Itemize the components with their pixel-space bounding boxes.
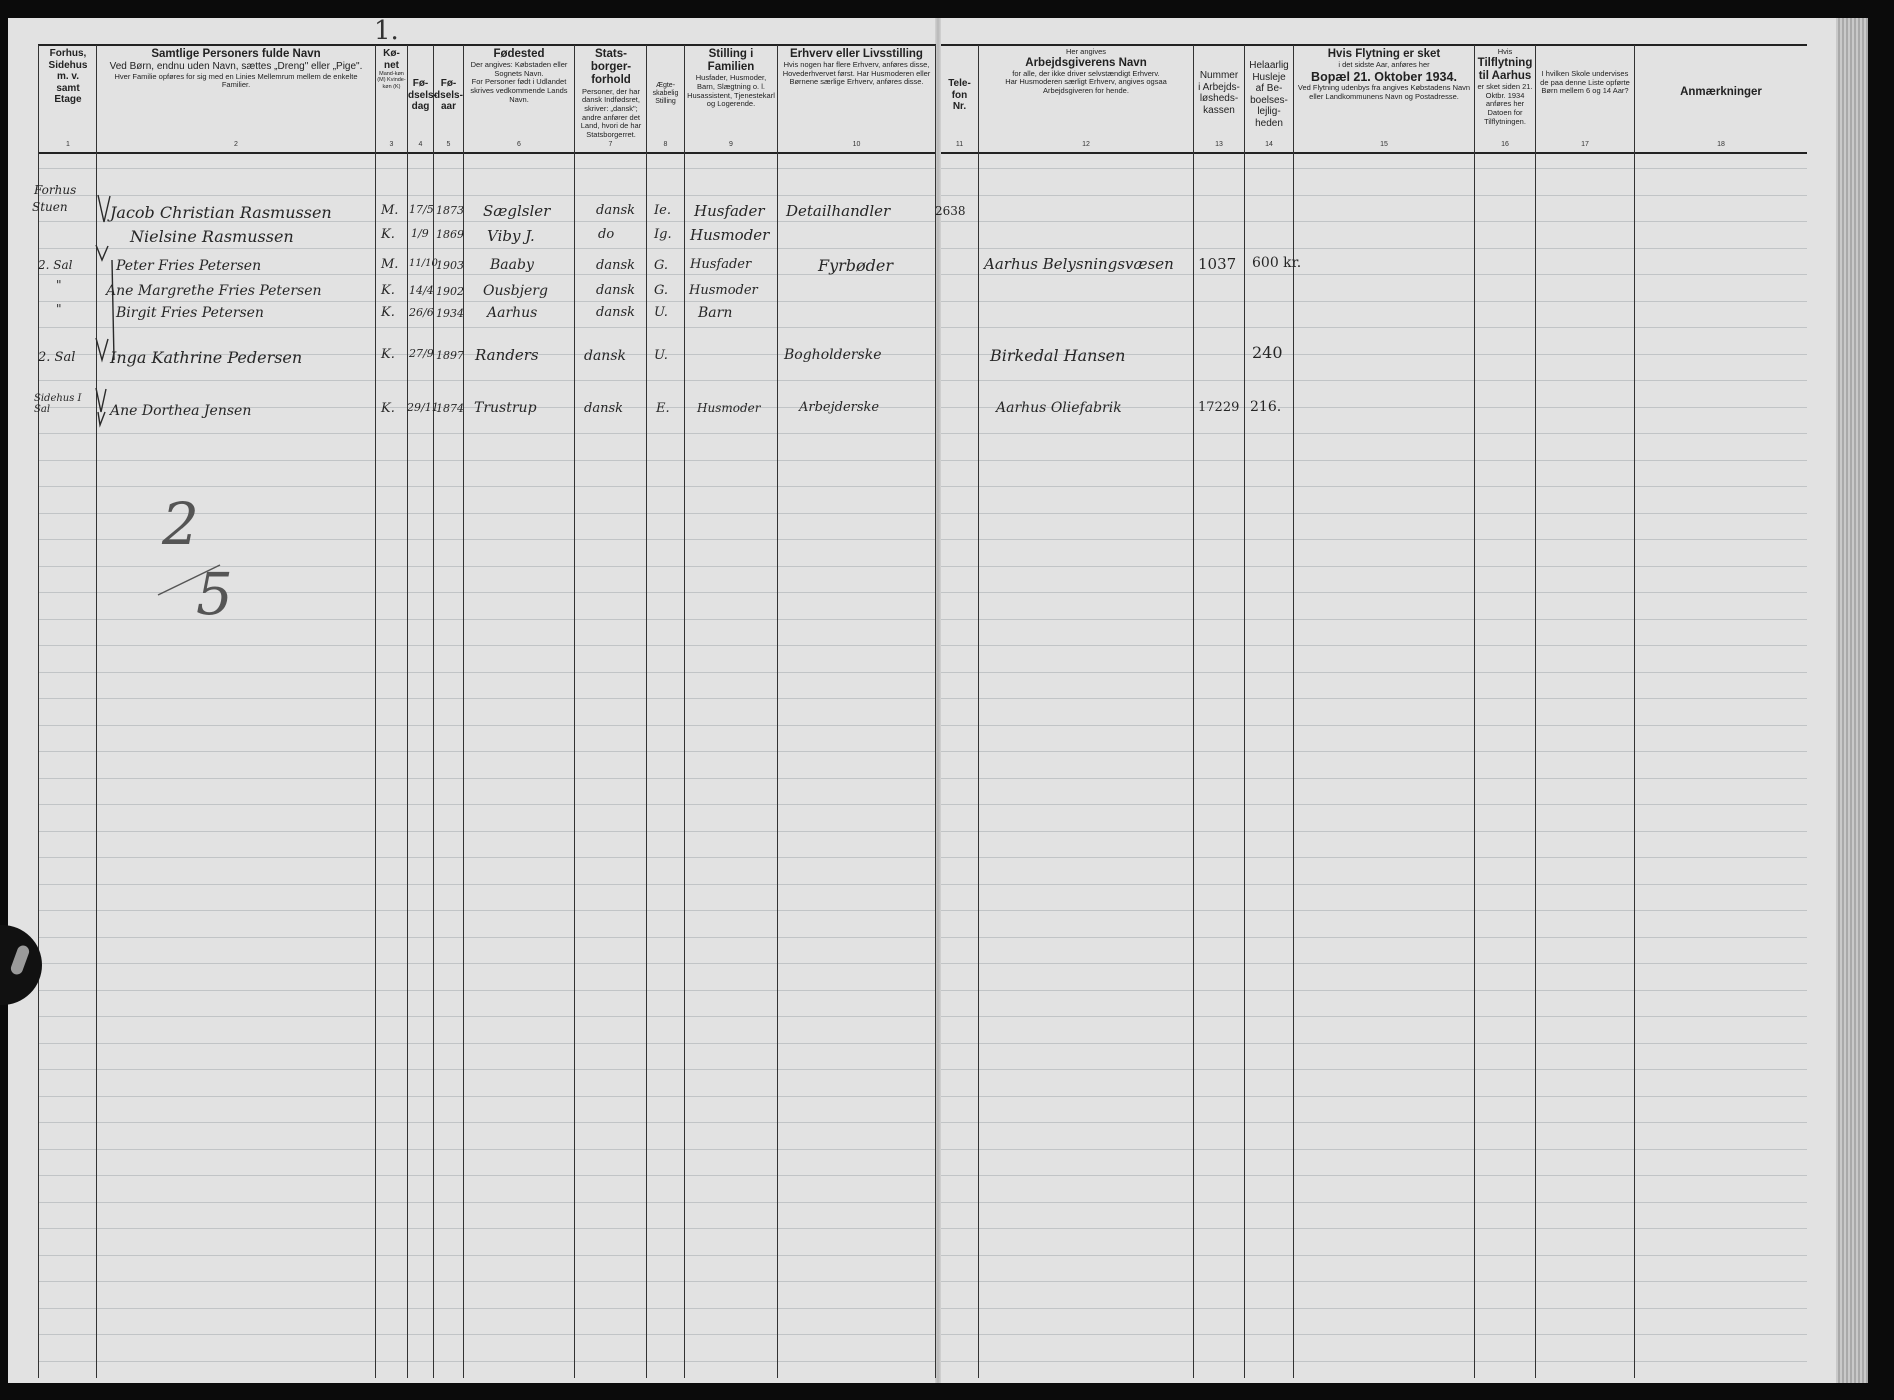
header-rent: Helaarlig Husleje af Be- boelses- lejlig- heden [1249,60,1289,129]
column-number: 11 [955,141,964,148]
header-unemployment-fund: Nummer i Arbejds- løsheds- kassen [1198,70,1240,116]
birthplace-cell: Ousbjerg [483,283,548,299]
citizenship-cell: dansk [584,348,626,364]
birthplace-cell: Aarhus [487,305,538,321]
name-cell: Ane Dorthea Jensen [110,403,252,419]
birthplace-cell: Viby J. [487,227,535,245]
fraction-denominator: 5 [196,560,233,628]
header-house: Forhus, Sidehus m. v. samt Etage [48,48,88,105]
marital-cell: Ie. [654,203,671,218]
rent-cell: 600 kr. [1252,255,1302,271]
marital-cell: U. [654,348,668,363]
birth-day-cell: 27/9 [409,347,434,360]
column-number: 2 [234,141,238,148]
employer-cell: Birkedal Hansen [990,346,1126,365]
phone-cell: 2638 [935,204,966,218]
unemployment-no-cell: 17229 [1198,400,1240,415]
column-number: 6 [517,141,521,148]
column-number: 13 [1215,141,1223,148]
family-role-cell: Husmoder [689,283,758,298]
birth-day-cell: 17/5 [409,203,434,216]
header-family-role: Stilling i Familien Husfader, Husmoder, Barn, Slægtning o. l. Husassistent, Tjenestekarl og Logerende. [687,48,775,109]
birth-year-cell: 1873 [436,204,464,217]
sex-cell: K. [381,401,395,416]
column-number: 12 [1082,141,1090,148]
header-arrival: Hvis Tilflytning til Aarhus er sket siden 21. Oktbr. 1934 anføres her Datoen for Tilflytningen. [1477,47,1533,126]
fraction-numerator: 2 [162,490,199,558]
family-role-cell: Husmoder [697,401,761,415]
citizenship-cell: dansk [596,203,635,218]
birthplace-cell: Sæglsler [483,202,551,220]
house-cell: 2. Sal [38,258,73,272]
birth-year-cell: 1902 [436,285,464,298]
unemployment-no-cell: 1037 [1198,255,1237,273]
birth-year-cell: 1934 [436,307,464,320]
header-citizenship: Stats-borger-forhold Personer, der har dansk Indfødsret, skriver: „dansk"; andre anfører det Land, hvori de har Statsborgerret. [580,48,642,139]
birthplace-cell: Randers [475,346,539,364]
birth-year-cell: 1903 [436,259,464,272]
sex-cell: K. [381,347,395,362]
birth-day-cell: 26/6 [409,306,434,319]
column-number: 8 [663,141,668,148]
header-moving: Hvis Flytning er sket i det sidste Aar, anføres her Bopæl 21. Oktober 1934. Ved Flytning udenbys fra angives Købstadens Navn eller Landkommunens Navn og Postadresse. [1297,48,1471,101]
birth-day-cell: 14/4 [409,284,434,297]
column-number: 9 [729,141,733,148]
sex-cell: M. [381,203,399,218]
birth-year-cell: 1897 [436,349,464,362]
house-cell: Forhus [34,183,77,197]
occupation-cell: Fyrbøder [818,256,894,275]
column-number: 3 [389,141,394,148]
column-number: 1 [66,141,70,148]
employer-cell: Aarhus Oliefabrik [996,400,1122,416]
employer-cell: Aarhus Belysningsvæsen [984,255,1174,273]
birth-day-cell: 29/11 [407,401,439,414]
birthplace-cell: Baaby [490,257,534,273]
header-name: Samtlige Personers fulde Navn Ved Børn, endnu uden Navn, sættes „Dreng" eller „Pige". Hver Familie opføres for sig med en Linies Mellemrum mellem de enkelte Familier. [109,48,363,90]
header-phone: Tele- fon Nr. [948,78,971,112]
house-cell: 2. Sal [38,350,76,365]
marital-cell: G. [654,258,669,273]
header-sex: Kø- net Mand-køn (M) Kvinde-køn (K) [377,48,406,90]
occupation-cell: Bogholderske [784,347,882,363]
name-cell: Ane Margrethe Fries Petersen [106,283,322,299]
birth-year-cell: 1874 [436,402,464,415]
name-cell: Jacob Christian Rasmussen [110,203,332,222]
citizenship-cell: dansk [596,283,635,298]
sex-cell: K. [381,227,395,242]
column-number: 15 [1380,141,1388,148]
header-birth-day: Fø- dsels- dag [408,78,437,112]
sex-cell: K. [381,283,395,298]
family-role-cell: Husfader [690,257,752,272]
citizenship-cell: dansk [596,305,635,320]
family-role-cell: Husfader [694,202,765,220]
house-cell: Sidehus I Sal [34,393,82,415]
rent-cell: 216. [1250,399,1282,415]
column-number: 14 [1265,141,1273,148]
column-number: 16 [1501,141,1509,148]
birth-day-cell: 11/10 [409,258,438,269]
name-cell: Birgit Fries Petersen [116,305,264,321]
header-school: I hvilken Skole undervises de paa denne Liste opførte Børn mellem 6 og 14 Aar? [1540,69,1630,96]
occupation-cell: Arbejderske [799,400,880,415]
header-birth-year: Fø- dsels- aar [434,78,463,112]
column-number: 5 [446,141,451,148]
birthplace-cell: Trustrup [474,400,537,416]
header-remarks: Anmærkninger [1680,86,1762,98]
column-number: 17 [1581,141,1589,148]
header-employer: Her angives Arbejdsgiverens Navn for alle, der ikke driver selvstændigt Erhverv. Har Husmoderen særligt Erhverv, angives ogsaa Arbejdsgiveren for hende. [1005,47,1167,96]
birth-year-cell: 1869 [436,228,464,241]
marital-cell: Ig. [654,227,672,242]
occupation-cell: Detailhandler [786,202,891,220]
sex-cell: K. [381,305,395,320]
house-cell: " [56,302,62,316]
column-number: 4 [418,141,423,148]
name-cell: Nielsine Rasmussen [130,227,294,246]
citizenship-cell: dansk [596,258,635,273]
house-cell: " [56,278,62,292]
citizenship-cell: dansk [584,401,623,416]
family-role-cell: Barn [698,305,733,321]
sex-cell: M. [381,257,399,272]
name-cell: Peter Fries Petersen [116,258,262,274]
header-birthplace: Fødested Der angives: Købstaden eller Sognets Navn. For Personer født i Udlandet skrives vedkommende Lands Navn. [470,48,568,104]
marital-cell: G. [654,283,669,298]
column-number: 7 [608,141,613,148]
birth-day-cell: 1/9 [411,227,429,240]
citizenship-cell: do [598,227,615,242]
house-cell: Stuen [32,200,68,214]
marital-cell: U. [654,305,668,320]
page-marker: 1. [374,16,399,46]
column-number: 18 [1717,141,1725,148]
family-role-cell: Husmoder [690,226,770,244]
rent-cell: 240 [1252,343,1283,362]
name-cell: Inga Kathrine Pedersen [110,348,303,367]
marital-cell: E. [656,401,670,416]
header-occupation: Erhverv eller Livsstilling Hvis nogen har flere Erhverv, anføres disse, Hovederhvervet først. Har Husmoderen eller Børnene særlige Erhverv, anføres disse. [782,48,931,87]
column-number: 10 [852,141,861,148]
header-marital: Ægte- skabelig Stilling [652,82,679,106]
